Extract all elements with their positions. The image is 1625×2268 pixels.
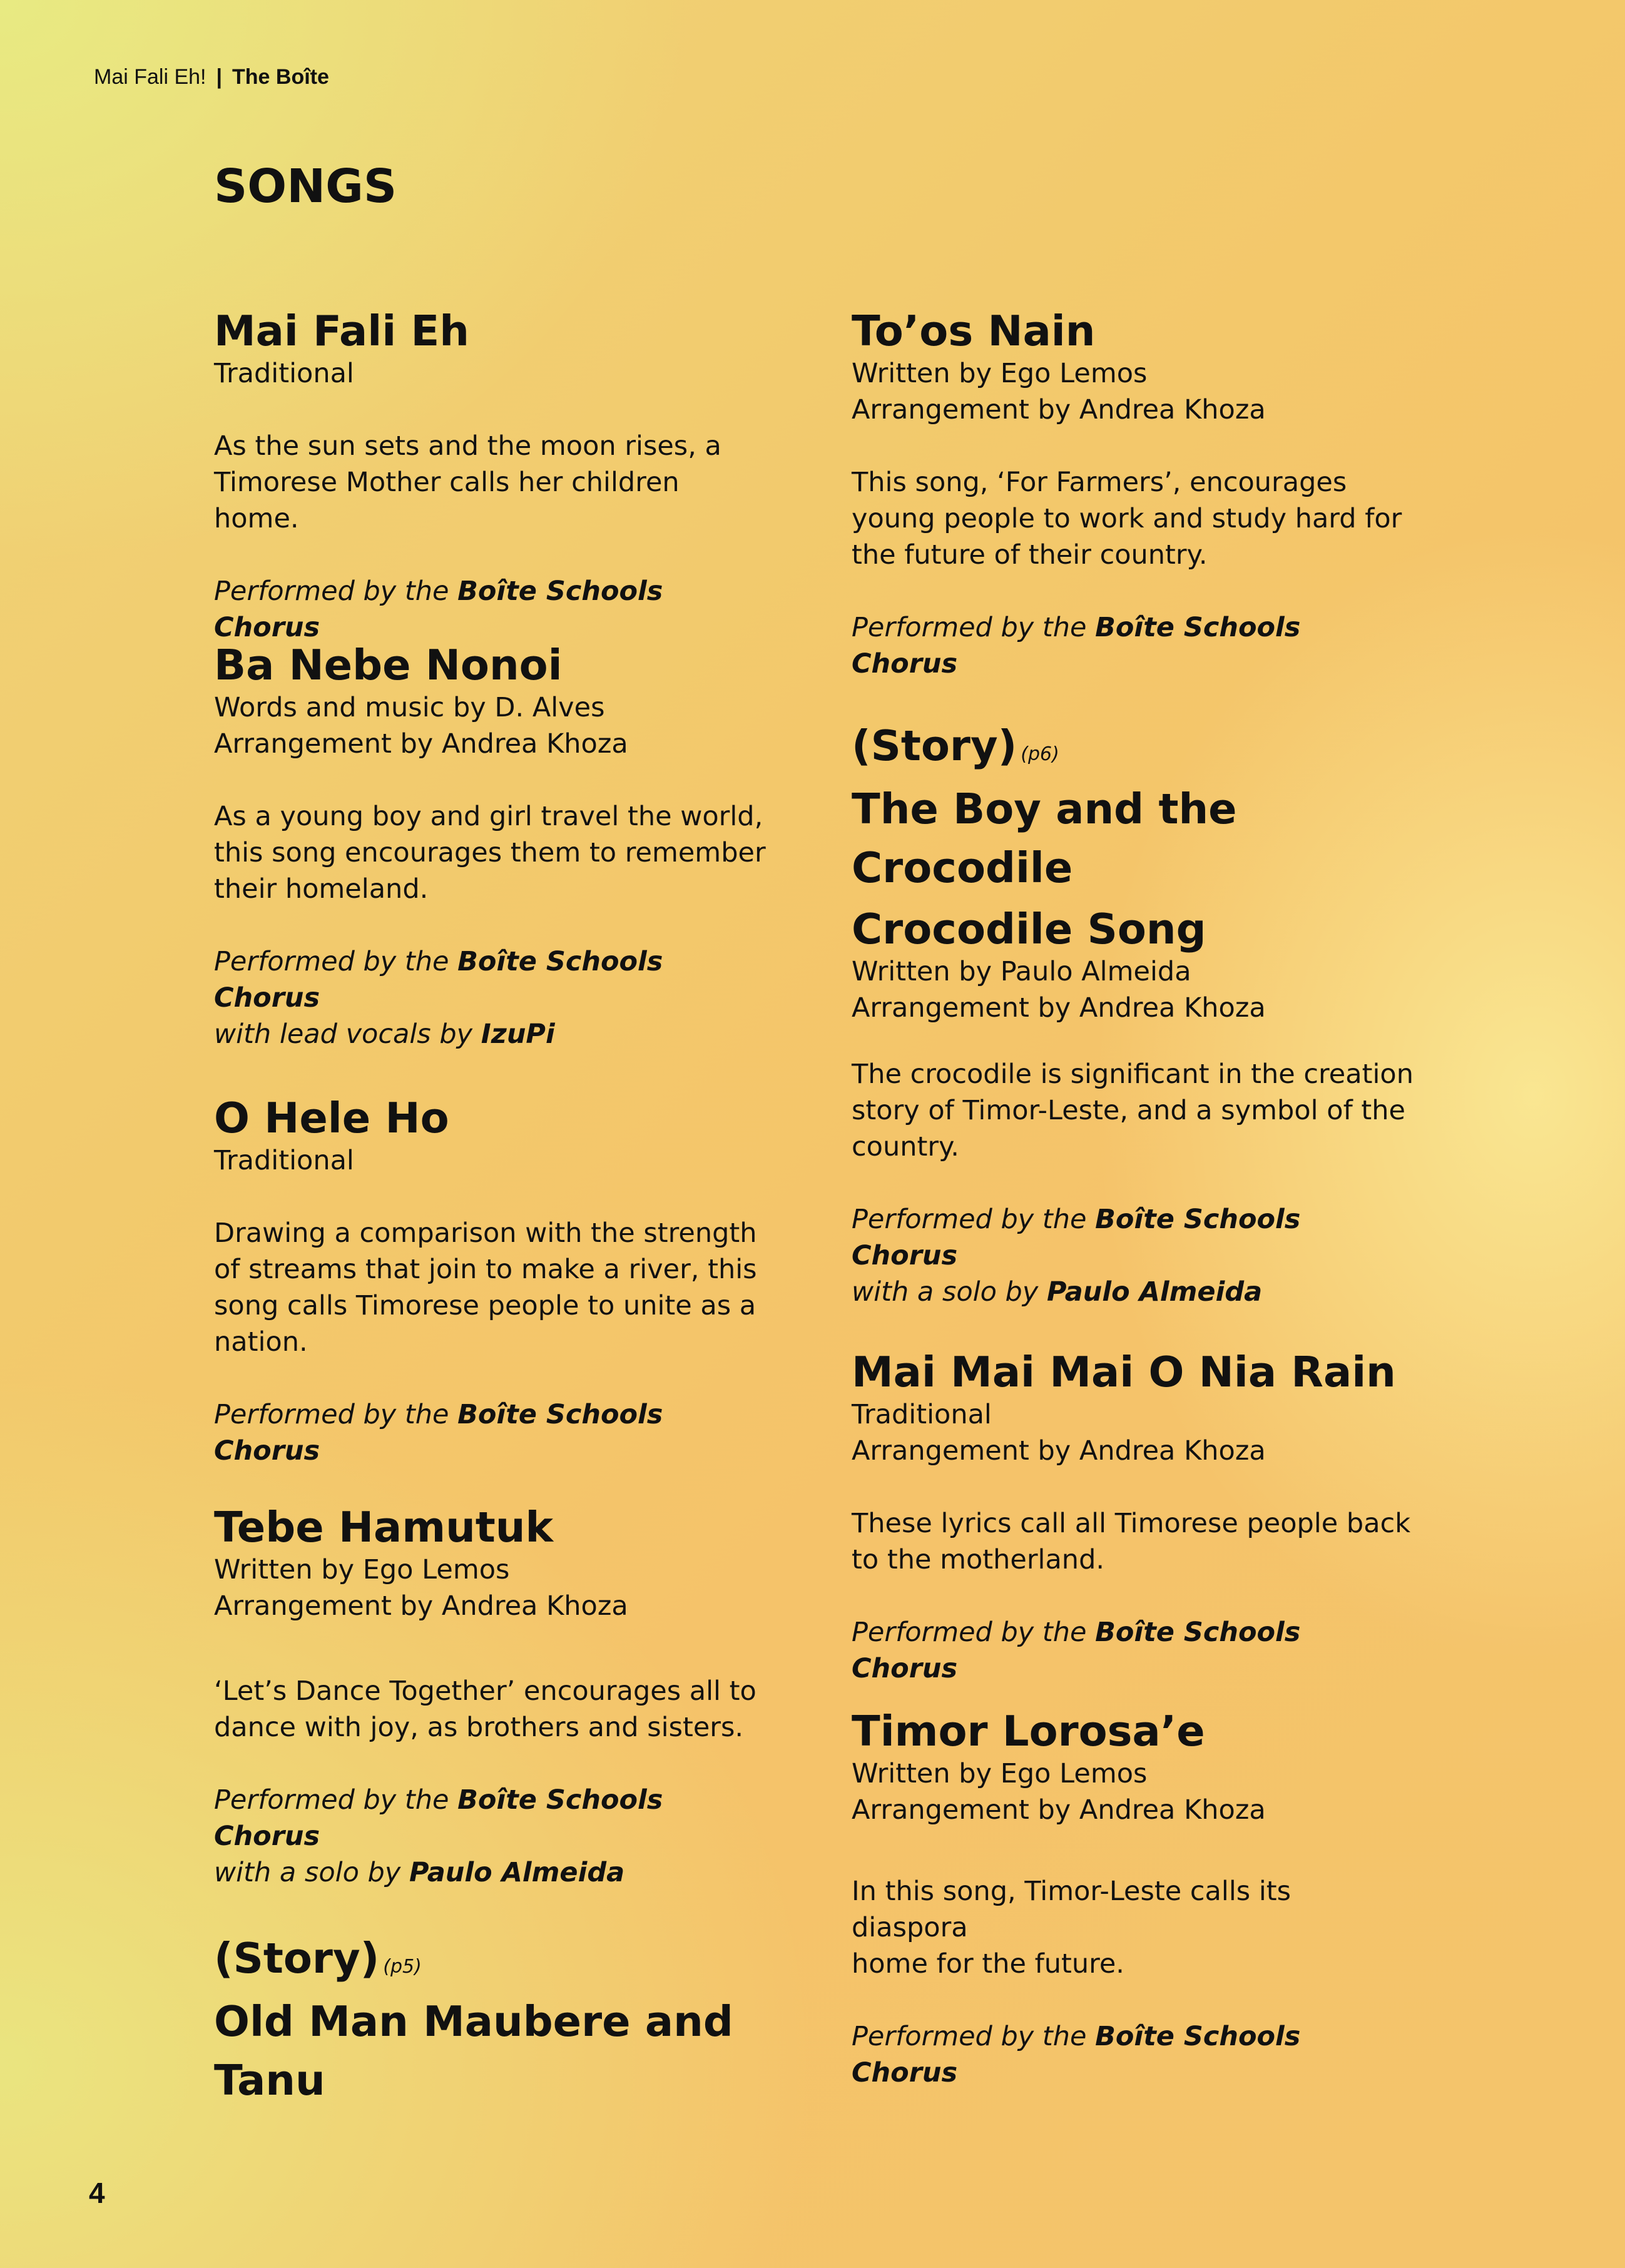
- description-line: country.: [852, 1131, 959, 1162]
- song-title: O Hele Ho: [214, 1094, 449, 1142]
- song-toos-nain: [852, 307, 1415, 682]
- performer-soloist: Paulo Almeida: [1046, 1276, 1263, 1308]
- song-description: [214, 798, 777, 907]
- song-credit: Written by Ego Lemos: [852, 358, 1148, 389]
- description-line: home for the future.: [852, 1948, 1124, 1980]
- description-line: dance with joy, as brothers and sisters.: [214, 1712, 744, 1743]
- description-line: of streams that join to make a river, this: [214, 1254, 757, 1285]
- song-title: Crocodile Song: [852, 905, 1206, 953]
- running-header: [94, 65, 329, 89]
- song-arrangement: Arrangement by Andrea Khoza: [852, 1435, 1266, 1467]
- song-title: Tebe Hamutuk: [214, 1503, 554, 1552]
- performer-group: Boîte Schools Chorus: [214, 1784, 663, 1852]
- description-line: Drawing a comparison with the strength: [214, 1218, 757, 1249]
- song-credit: Words and music by D. Alves: [214, 692, 605, 723]
- song-performer: Performed by the Boîte Schools Chorus with a solo by Paulo Almeida: [214, 1784, 663, 1888]
- song-credit: Traditional: [214, 1145, 354, 1176]
- song-description: [214, 1673, 777, 1746]
- story-title: Old Man Maubere and Tanu: [214, 1997, 733, 2105]
- description-line: the future of their country.: [852, 539, 1208, 571]
- song-title: To’os Nain: [852, 307, 1096, 355]
- song-performer: Performed by the Boîte Schools Chorus with a solo by Paulo Almeida: [852, 1204, 1301, 1308]
- song-arrangement: Arrangement by Andrea Khoza: [852, 992, 1266, 1024]
- description-line: nation.: [214, 1326, 308, 1358]
- song-arrangement: Arrangement by Andrea Khoza: [214, 1590, 628, 1622]
- performer-soloist: IzuPi: [481, 1019, 555, 1050]
- story-page-ref: (p6): [1021, 743, 1059, 765]
- header-separator: |: [216, 65, 223, 89]
- story-page-ref: (p5): [383, 1956, 422, 1978]
- description-line: song calls Timorese people to unite as a: [214, 1290, 756, 1321]
- performer-group: Boîte Schools Chorus: [214, 1399, 663, 1467]
- description-line: story of Timor-Leste, and a symbol of the: [852, 1095, 1405, 1126]
- song-credit: Traditional: [852, 1399, 992, 1430]
- song-mai-fali-eh: [214, 307, 777, 646]
- description-line: As a young boy and girl travel the world,: [214, 801, 763, 832]
- performer-soloist: Paulo Almeida: [409, 1857, 625, 1888]
- song-arrangement: Arrangement by Andrea Khoza: [852, 1794, 1266, 1826]
- song-description: [852, 464, 1415, 573]
- song-arrangement: Arrangement by Andrea Khoza: [214, 728, 628, 760]
- song-tebe-hamutuk: [214, 1503, 777, 1891]
- song-description: [214, 428, 777, 537]
- page-title: SONGS: [214, 160, 397, 213]
- song-timor-lorosae: [852, 1707, 1415, 2091]
- song-title: Timor Lorosa’e: [852, 1707, 1205, 1756]
- song-performer: Performed by the Boîte Schools Chorus: [214, 576, 663, 643]
- song-o-hele-ho: [214, 1094, 777, 1469]
- song-title: Mai Mai Mai O Nia Rain: [852, 1348, 1396, 1396]
- song-mai-mai-mai: [852, 1348, 1415, 1687]
- description-line: young people to work and study hard for: [852, 503, 1402, 534]
- song-crocodile-song: [852, 905, 1415, 1310]
- description-line: their homeland.: [214, 873, 429, 905]
- description-line: In this song, Timor-Leste calls its diaspora: [852, 1876, 1291, 1943]
- description-line: Timorese Mother calls her children: [214, 467, 680, 498]
- description-line: This song, ‘For Farmers’, encourages: [852, 467, 1347, 498]
- story-old-man-maubere: [214, 1933, 733, 2110]
- story-boy-and-crocodile: [852, 721, 1415, 897]
- song-description: [852, 1056, 1415, 1165]
- performer-group: Boîte Schools Chorus: [852, 1617, 1301, 1684]
- description-line: to the motherland.: [852, 1544, 1105, 1575]
- song-title: Mai Fali Eh: [214, 307, 469, 355]
- song-performer: Performed by the Boîte Schools Chorus: [852, 1617, 1301, 1684]
- description-line: home.: [214, 503, 299, 534]
- song-credit: Written by Ego Lemos: [214, 1554, 510, 1585]
- description-line: this song encourages them to remember: [214, 837, 766, 868]
- song-description: [852, 1873, 1415, 1982]
- song-performer: Performed by the Boîte Schools Chorus with lead vocals by IzuPi: [214, 946, 663, 1050]
- story-title: The Boy and the Crocodile: [852, 785, 1237, 892]
- song-description: [852, 1505, 1415, 1578]
- performer-group: Boîte Schools Chorus: [852, 612, 1301, 679]
- song-arrangement: Arrangement by Andrea Khoza: [852, 394, 1266, 425]
- description-line: ‘Let’s Dance Together’ encourages all to: [214, 1676, 756, 1707]
- song-performer: Performed by the Boîte Schools Chorus: [852, 2021, 1301, 2088]
- story-label: (Story) (p6): [852, 721, 1059, 770]
- description-line: As the sun sets and the moon rises, a: [214, 430, 721, 462]
- performer-group: Boîte Schools Chorus: [214, 946, 663, 1014]
- song-performer: Performed by the Boîte Schools Chorus: [852, 612, 1301, 679]
- song-title: Ba Nebe Nonoi: [214, 641, 563, 689]
- header-section: The Boîte: [232, 65, 329, 89]
- description-line: The crocodile is significant in the creation: [852, 1059, 1414, 1090]
- performer-group: Boîte Schools Chorus: [852, 1204, 1301, 1271]
- page-number: 4: [89, 2177, 105, 2209]
- song-credit: Traditional: [214, 358, 354, 389]
- story-label: (Story) (p5): [214, 1934, 422, 1983]
- header-publication: Mai Fali Eh!: [94, 65, 206, 89]
- song-performer: Performed by the Boîte Schools Chorus: [214, 1399, 663, 1467]
- song-description: [214, 1215, 777, 1360]
- performer-group: Boîte Schools Chorus: [214, 576, 663, 643]
- song-credit: Written by Ego Lemos: [852, 1758, 1148, 1789]
- song-credit: Written by Paulo Almeida: [852, 956, 1191, 987]
- description-line: These lyrics call all Timorese people back: [852, 1508, 1411, 1539]
- song-ba-nebe-nonoi: [214, 641, 777, 1052]
- performer-group: Boîte Schools Chorus: [852, 2021, 1301, 2088]
